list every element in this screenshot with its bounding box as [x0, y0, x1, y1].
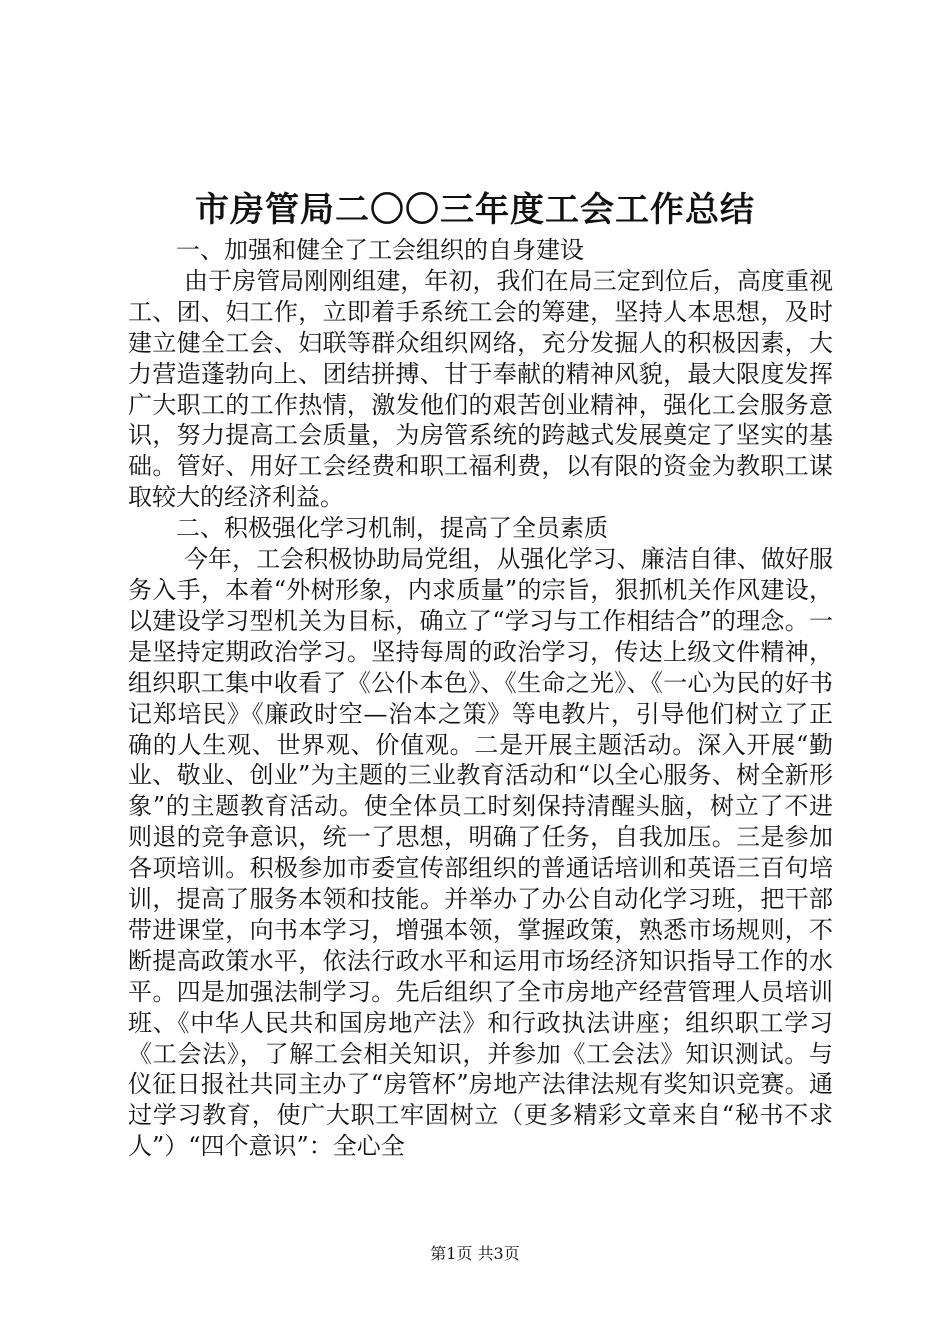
body-paragraph-2: 今年，工会积极协助局党组，从强化学习、廉洁自律、做好服务入手，本着“外树形象，内求质量”的宗旨，狠抓机关作风建设，以建设学习型机关为目标，确立了“学习与工作相结合”的理念。一是坚持定期政治学习。坚持每周的政治学习，传达上级文件精神，组织职工集中收看了《公仆本色》、《生命之光》、《一心为民的好书记郑培民》《廉政时空—治本之策》等电教片，引导他们树立了正确的人生观、世界观、价值观。二是开展主题活动。深入开展“勤业、敬业、创业”为主题的三业教育活动和“以全心服务、树全新形象”的主题教育活动。使全体员工时刻保持清醒头脑，树立了不进则退的竞争意识，统一了思想，明确了任务，自我加压。三是参加各项培训。积极参加市委宣传部组织的普通话培训和英语三百句培训，提高了服务本领和技能。并举办了办公自动化学习班，把干部带进课堂，向书本学习，增强本领，掌握政策，熟悉市场规则，不断提高政策水平，依法行政水平和运用市场经济知识指导工作的水平。四是加强法制学习。先后组织了全市房地产经营管理人员培训班、《中华人民共和国房地产法》和行政执法讲座；组织职工学习《工会法》，了解工会相关知识，并参加《工会法》知识测试。与仪征日报社共同主办了“房管杯”房地产法律法规有奖知识竞赛。通过学习教育，使广大职工牢固树立（更多精彩文章来自“秘书不求人”）“四个意识”：全心全 [128, 545, 833, 1161]
document-body [128, 235, 833, 1162]
section-heading-2: 二、积极强化学习机制，提高了全员素质 [176, 514, 608, 543]
page-footer: 第1页 共3页 [430, 1244, 520, 1263]
document-title: 市房管局二〇〇三年度工会工作总结 [195, 190, 755, 230]
section-heading-1: 一、加强和健全了工会组织的自身建设 [176, 236, 584, 264]
body-paragraph-1: 由于房管局刚刚组建，年初，我们在局三定到位后，高度重视工、团、妇工作，立即着手系统工会的筹建，坚持人本思想，及时建立健全工会、妇联等群众组织网络，充分发掘人的积极因素，大力营造蓬勃向上、团结拼搏、甘于奉献的精神风貌，最大限度发挥广大职工的工作热情，激发他们的艰苦创业精神，强化工会服务意识，努力提高工会质量，为房管系统的跨越式发展奠定了坚实的基础。管好、用好工会经费和职工福利费，以有限的资金为教职工谋取较大的经济利益。 [128, 266, 833, 512]
